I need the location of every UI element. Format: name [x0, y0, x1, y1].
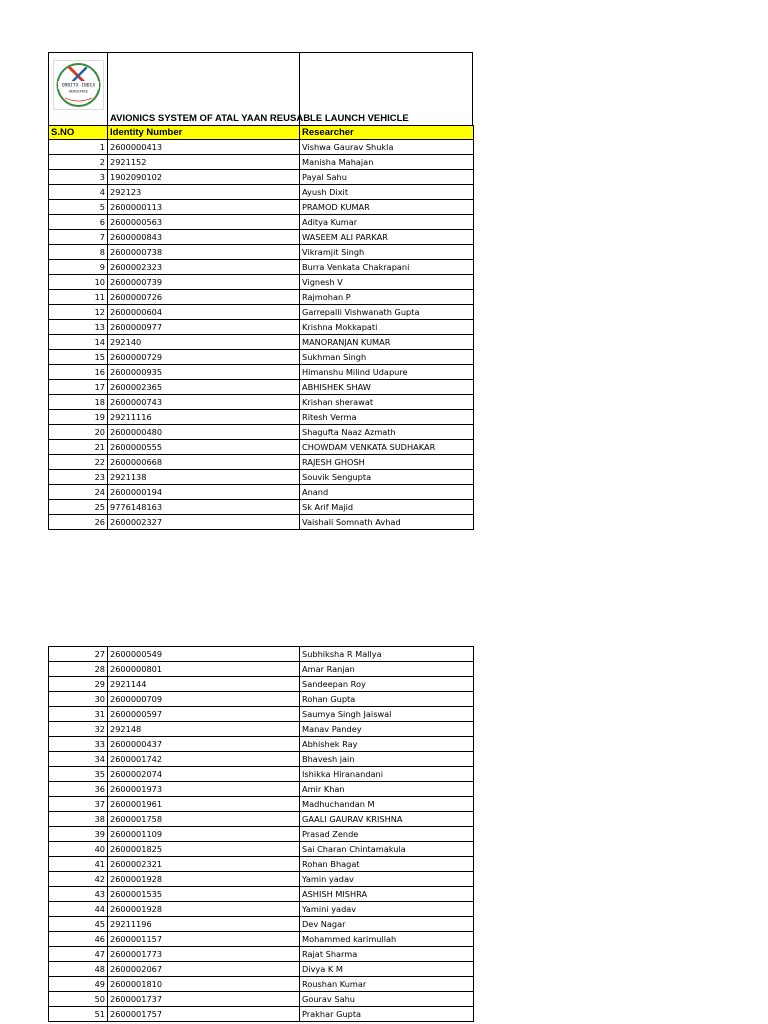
table-row	[49, 887, 474, 902]
table-row	[49, 737, 474, 752]
researcher-cell: Rajmohan P	[300, 290, 474, 305]
header-identity-number: Identity Number	[108, 126, 300, 140]
identity-number-cell: 2600001757	[108, 1007, 300, 1022]
table-row	[49, 500, 474, 515]
researcher-cell: Ritesh Verma	[300, 410, 474, 425]
sno-cell: 14	[49, 335, 108, 350]
sno-cell: 24	[49, 485, 108, 500]
sno-cell: 22	[49, 455, 108, 470]
sno-cell: 42	[49, 872, 108, 887]
researcher-cell: Abhishek Ray	[300, 737, 474, 752]
table-row	[49, 872, 474, 887]
sno-cell: 1	[49, 140, 108, 155]
identity-number-cell: 2600002327	[108, 515, 300, 530]
table-row	[49, 425, 474, 440]
table-row	[49, 842, 474, 857]
identity-number-cell: 2921144	[108, 677, 300, 692]
sno-cell: 20	[49, 425, 108, 440]
header-researcher: Researcher	[300, 126, 474, 140]
identity-number-cell: 2600000668	[108, 455, 300, 470]
identity-number-cell: 2600001928	[108, 902, 300, 917]
sno-cell: 19	[49, 410, 108, 425]
orbitx-logo	[53, 60, 104, 110]
researcher-cell: Burra Venkata Chakrapani	[300, 260, 474, 275]
researcher-cell: Krishan sherawat	[300, 395, 474, 410]
sno-cell: 21	[49, 440, 108, 455]
sno-cell: 32	[49, 722, 108, 737]
table-row	[49, 647, 474, 662]
researcher-cell: MANORANJAN KUMAR	[300, 335, 474, 350]
identity-number-cell: 292148	[108, 722, 300, 737]
spreadsheet-page-2	[48, 646, 473, 1022]
table-row	[49, 515, 474, 530]
table-row	[49, 752, 474, 767]
identity-number-cell: 2600000739	[108, 275, 300, 290]
researcher-cell: Rohan Bhagat	[300, 857, 474, 872]
sno-cell: 4	[49, 185, 108, 200]
table-row	[49, 455, 474, 470]
table-row	[49, 917, 474, 932]
sno-cell: 45	[49, 917, 108, 932]
identity-number-cell: 2600000935	[108, 365, 300, 380]
table-row	[49, 782, 474, 797]
table-row	[49, 977, 474, 992]
sno-cell: 41	[49, 857, 108, 872]
researcher-table-1	[48, 125, 474, 530]
table-row	[49, 692, 474, 707]
researcher-cell: Himanshu Milind Udapure	[300, 365, 474, 380]
table-row	[49, 485, 474, 500]
table-row	[49, 902, 474, 917]
table-row	[49, 320, 474, 335]
sno-cell: 2	[49, 155, 108, 170]
table-row	[49, 857, 474, 872]
table-row	[49, 827, 474, 842]
sno-cell: 31	[49, 707, 108, 722]
sno-cell: 12	[49, 305, 108, 320]
sno-cell: 23	[49, 470, 108, 485]
sno-cell: 50	[49, 992, 108, 1007]
identity-number-cell: 2600000437	[108, 737, 300, 752]
sno-cell: 35	[49, 767, 108, 782]
researcher-cell: Aditya Kumar	[300, 215, 474, 230]
table-row	[49, 677, 474, 692]
sno-cell: 43	[49, 887, 108, 902]
researcher-cell: Krishna Mokkapati	[300, 320, 474, 335]
identity-number-cell: 2600001157	[108, 932, 300, 947]
identity-number-cell: 2600001810	[108, 977, 300, 992]
identity-number-cell: 2600000413	[108, 140, 300, 155]
researcher-cell: Yamini yadav	[300, 902, 474, 917]
researcher-cell: Prakhar Gupta	[300, 1007, 474, 1022]
identity-number-cell: 2600000480	[108, 425, 300, 440]
sno-cell: 9	[49, 260, 108, 275]
identity-number-cell: 2600002365	[108, 380, 300, 395]
sno-cell: 8	[49, 245, 108, 260]
researcher-cell: Ishikka Hiranandani	[300, 767, 474, 782]
researcher-cell: Manav Pandey	[300, 722, 474, 737]
identity-number-cell: 2600001928	[108, 872, 300, 887]
table-row	[49, 155, 474, 170]
sno-cell: 27	[49, 647, 108, 662]
sno-cell: 44	[49, 902, 108, 917]
identity-number-cell: 2600000113	[108, 200, 300, 215]
sno-cell: 28	[49, 662, 108, 677]
identity-number-cell: 2600000843	[108, 230, 300, 245]
table-row	[49, 662, 474, 677]
identity-number-cell: 29211116	[108, 410, 300, 425]
researcher-cell: Dev Nagar	[300, 917, 474, 932]
table-row	[49, 215, 474, 230]
identity-number-cell: 2600000549	[108, 647, 300, 662]
sno-cell: 7	[49, 230, 108, 245]
identity-number-cell: 2600002067	[108, 962, 300, 977]
sno-cell: 47	[49, 947, 108, 962]
table-row	[49, 395, 474, 410]
table-body-2	[49, 647, 474, 1022]
sno-cell: 51	[49, 1007, 108, 1022]
sno-cell: 5	[49, 200, 108, 215]
researcher-cell: Ayush Dixit	[300, 185, 474, 200]
identity-number-cell: 2600000709	[108, 692, 300, 707]
researcher-cell: Subhiksha R Mallya	[300, 647, 474, 662]
researcher-cell: Mohammed karimullah	[300, 932, 474, 947]
sno-cell: 6	[49, 215, 108, 230]
sheet-header	[48, 52, 473, 125]
researcher-cell: Vignesh V	[300, 275, 474, 290]
sno-cell: 33	[49, 737, 108, 752]
identity-number-cell: 2600002321	[108, 857, 300, 872]
identity-number-cell: 2600001961	[108, 797, 300, 812]
identity-number-cell: 2921152	[108, 155, 300, 170]
table-row	[49, 365, 474, 380]
header-sno: S.NO	[49, 126, 108, 140]
researcher-cell: Anand	[300, 485, 474, 500]
researcher-cell: Amir Khan	[300, 782, 474, 797]
sno-cell: 11	[49, 290, 108, 305]
sno-cell: 16	[49, 365, 108, 380]
researcher-cell: Souvik Sengupta	[300, 470, 474, 485]
table-row	[49, 932, 474, 947]
researcher-cell: Manisha Mahajan	[300, 155, 474, 170]
researcher-table-2	[48, 646, 474, 1022]
identity-number-cell: 2600000801	[108, 662, 300, 677]
table-row	[49, 470, 474, 485]
identity-number-cell: 2600001773	[108, 947, 300, 962]
sno-cell: 38	[49, 812, 108, 827]
identity-number-cell: 9776148163	[108, 500, 300, 515]
researcher-cell: Divya K M	[300, 962, 474, 977]
researcher-cell: Prasad Zende	[300, 827, 474, 842]
identity-number-cell: 2600000743	[108, 395, 300, 410]
sno-cell: 10	[49, 275, 108, 290]
table-row	[49, 707, 474, 722]
table-row	[49, 260, 474, 275]
researcher-cell: Rohan Gupta	[300, 692, 474, 707]
researcher-cell: Vishwa Gaurav Shukla	[300, 140, 474, 155]
sno-cell: 29	[49, 677, 108, 692]
sno-cell: 13	[49, 320, 108, 335]
researcher-cell: Sai Charan Chintamakula	[300, 842, 474, 857]
table-row	[49, 767, 474, 782]
spreadsheet-page-1	[48, 52, 473, 530]
researcher-cell: ASHISH MISHRA	[300, 887, 474, 902]
table-row	[49, 812, 474, 827]
sno-cell: 25	[49, 500, 108, 515]
researcher-cell: Madhuchandan M	[300, 797, 474, 812]
table-body-1	[49, 140, 474, 530]
researcher-cell: RAJESH GHOSH	[300, 455, 474, 470]
identity-number-cell: 2600001742	[108, 752, 300, 767]
sno-cell: 15	[49, 350, 108, 365]
researcher-cell: CHOWDAM VENKATA SUDHAKAR	[300, 440, 474, 455]
identity-number-cell: 2600000604	[108, 305, 300, 320]
sno-cell: 36	[49, 782, 108, 797]
sno-cell: 34	[49, 752, 108, 767]
identity-number-cell: 2600001973	[108, 782, 300, 797]
table-row	[49, 440, 474, 455]
sno-cell: 39	[49, 827, 108, 842]
researcher-cell: GAALI GAURAV KRISHNA	[300, 812, 474, 827]
identity-number-cell: 2600001825	[108, 842, 300, 857]
sno-cell: 37	[49, 797, 108, 812]
table-row	[49, 797, 474, 812]
identity-number-cell: 292140	[108, 335, 300, 350]
identity-number-cell: 2600000726	[108, 290, 300, 305]
sno-cell: 40	[49, 842, 108, 857]
researcher-cell: PRAMOD KUMAR	[300, 200, 474, 215]
identity-number-cell: 2600001758	[108, 812, 300, 827]
table-row	[49, 335, 474, 350]
table-row	[49, 185, 474, 200]
table-row	[49, 290, 474, 305]
identity-number-cell: 292123	[108, 185, 300, 200]
researcher-cell: Yamin yadav	[300, 872, 474, 887]
identity-number-cell: 29211196	[108, 917, 300, 932]
sno-cell: 30	[49, 692, 108, 707]
identity-number-cell: 2600002074	[108, 767, 300, 782]
table-row	[49, 1007, 474, 1022]
table-row	[49, 350, 474, 365]
researcher-cell: Roushan Kumar	[300, 977, 474, 992]
researcher-cell: ABHISHEK SHAW	[300, 380, 474, 395]
researcher-cell: Vaishali Somnath Avhad	[300, 515, 474, 530]
table-row	[49, 962, 474, 977]
table-row	[49, 380, 474, 395]
identity-number-cell: 2921138	[108, 470, 300, 485]
researcher-cell: Amar Ranjan	[300, 662, 474, 677]
table-row	[49, 275, 474, 290]
table-row	[49, 305, 474, 320]
sno-cell: 49	[49, 977, 108, 992]
table-row	[49, 947, 474, 962]
logo-line-1: ORBITX INDIA	[61, 83, 96, 89]
identity-number-cell: 2600001109	[108, 827, 300, 842]
researcher-cell: Bhavesh jain	[300, 752, 474, 767]
identity-number-cell: 2600002323	[108, 260, 300, 275]
identity-number-cell: 2600000738	[108, 245, 300, 260]
sno-cell: 18	[49, 395, 108, 410]
table-row	[49, 200, 474, 215]
researcher-cell: Sk Arif Majid	[300, 500, 474, 515]
identity-number-cell: 2600000194	[108, 485, 300, 500]
table-row	[49, 722, 474, 737]
researcher-cell: Sandeepan Roy	[300, 677, 474, 692]
identity-number-cell: 2600000555	[108, 440, 300, 455]
identity-number-cell: 2600000597	[108, 707, 300, 722]
identity-number-cell: 1902090102	[108, 170, 300, 185]
table-header-row	[49, 126, 474, 140]
researcher-cell: Saumya Singh Jaiswal	[300, 707, 474, 722]
table-row	[49, 992, 474, 1007]
researcher-cell: Garrepalli Vishwanath Gupta	[300, 305, 474, 320]
researcher-cell: Payal Sahu	[300, 170, 474, 185]
sno-cell: 48	[49, 962, 108, 977]
identity-number-cell: 2600000977	[108, 320, 300, 335]
researcher-cell: Gourav Sahu	[300, 992, 474, 1007]
document-title: AVIONICS SYSTEM OF ATAL YAAN REUSABLE LAUNCH VEHICLE	[110, 113, 409, 124]
researcher-cell: Rajat Sharma	[300, 947, 474, 962]
table-row	[49, 170, 474, 185]
identity-number-cell: 2600000563	[108, 215, 300, 230]
sno-cell: 46	[49, 932, 108, 947]
identity-number-cell: 2600001535	[108, 887, 300, 902]
identity-number-cell: 2600001737	[108, 992, 300, 1007]
researcher-cell: Shagufta Naaz Azmath	[300, 425, 474, 440]
identity-number-cell: 2600000729	[108, 350, 300, 365]
logo-line-2: AEROSPACE	[68, 89, 89, 94]
sno-cell: 3	[49, 170, 108, 185]
table-row	[49, 230, 474, 245]
researcher-cell: Sukhman Singh	[300, 350, 474, 365]
table-row	[49, 410, 474, 425]
table-row	[49, 140, 474, 155]
researcher-cell: Vikramjit Singh	[300, 245, 474, 260]
sno-cell: 17	[49, 380, 108, 395]
table-row	[49, 245, 474, 260]
sno-cell: 26	[49, 515, 108, 530]
researcher-cell: WASEEM ALI PARKAR	[300, 230, 474, 245]
